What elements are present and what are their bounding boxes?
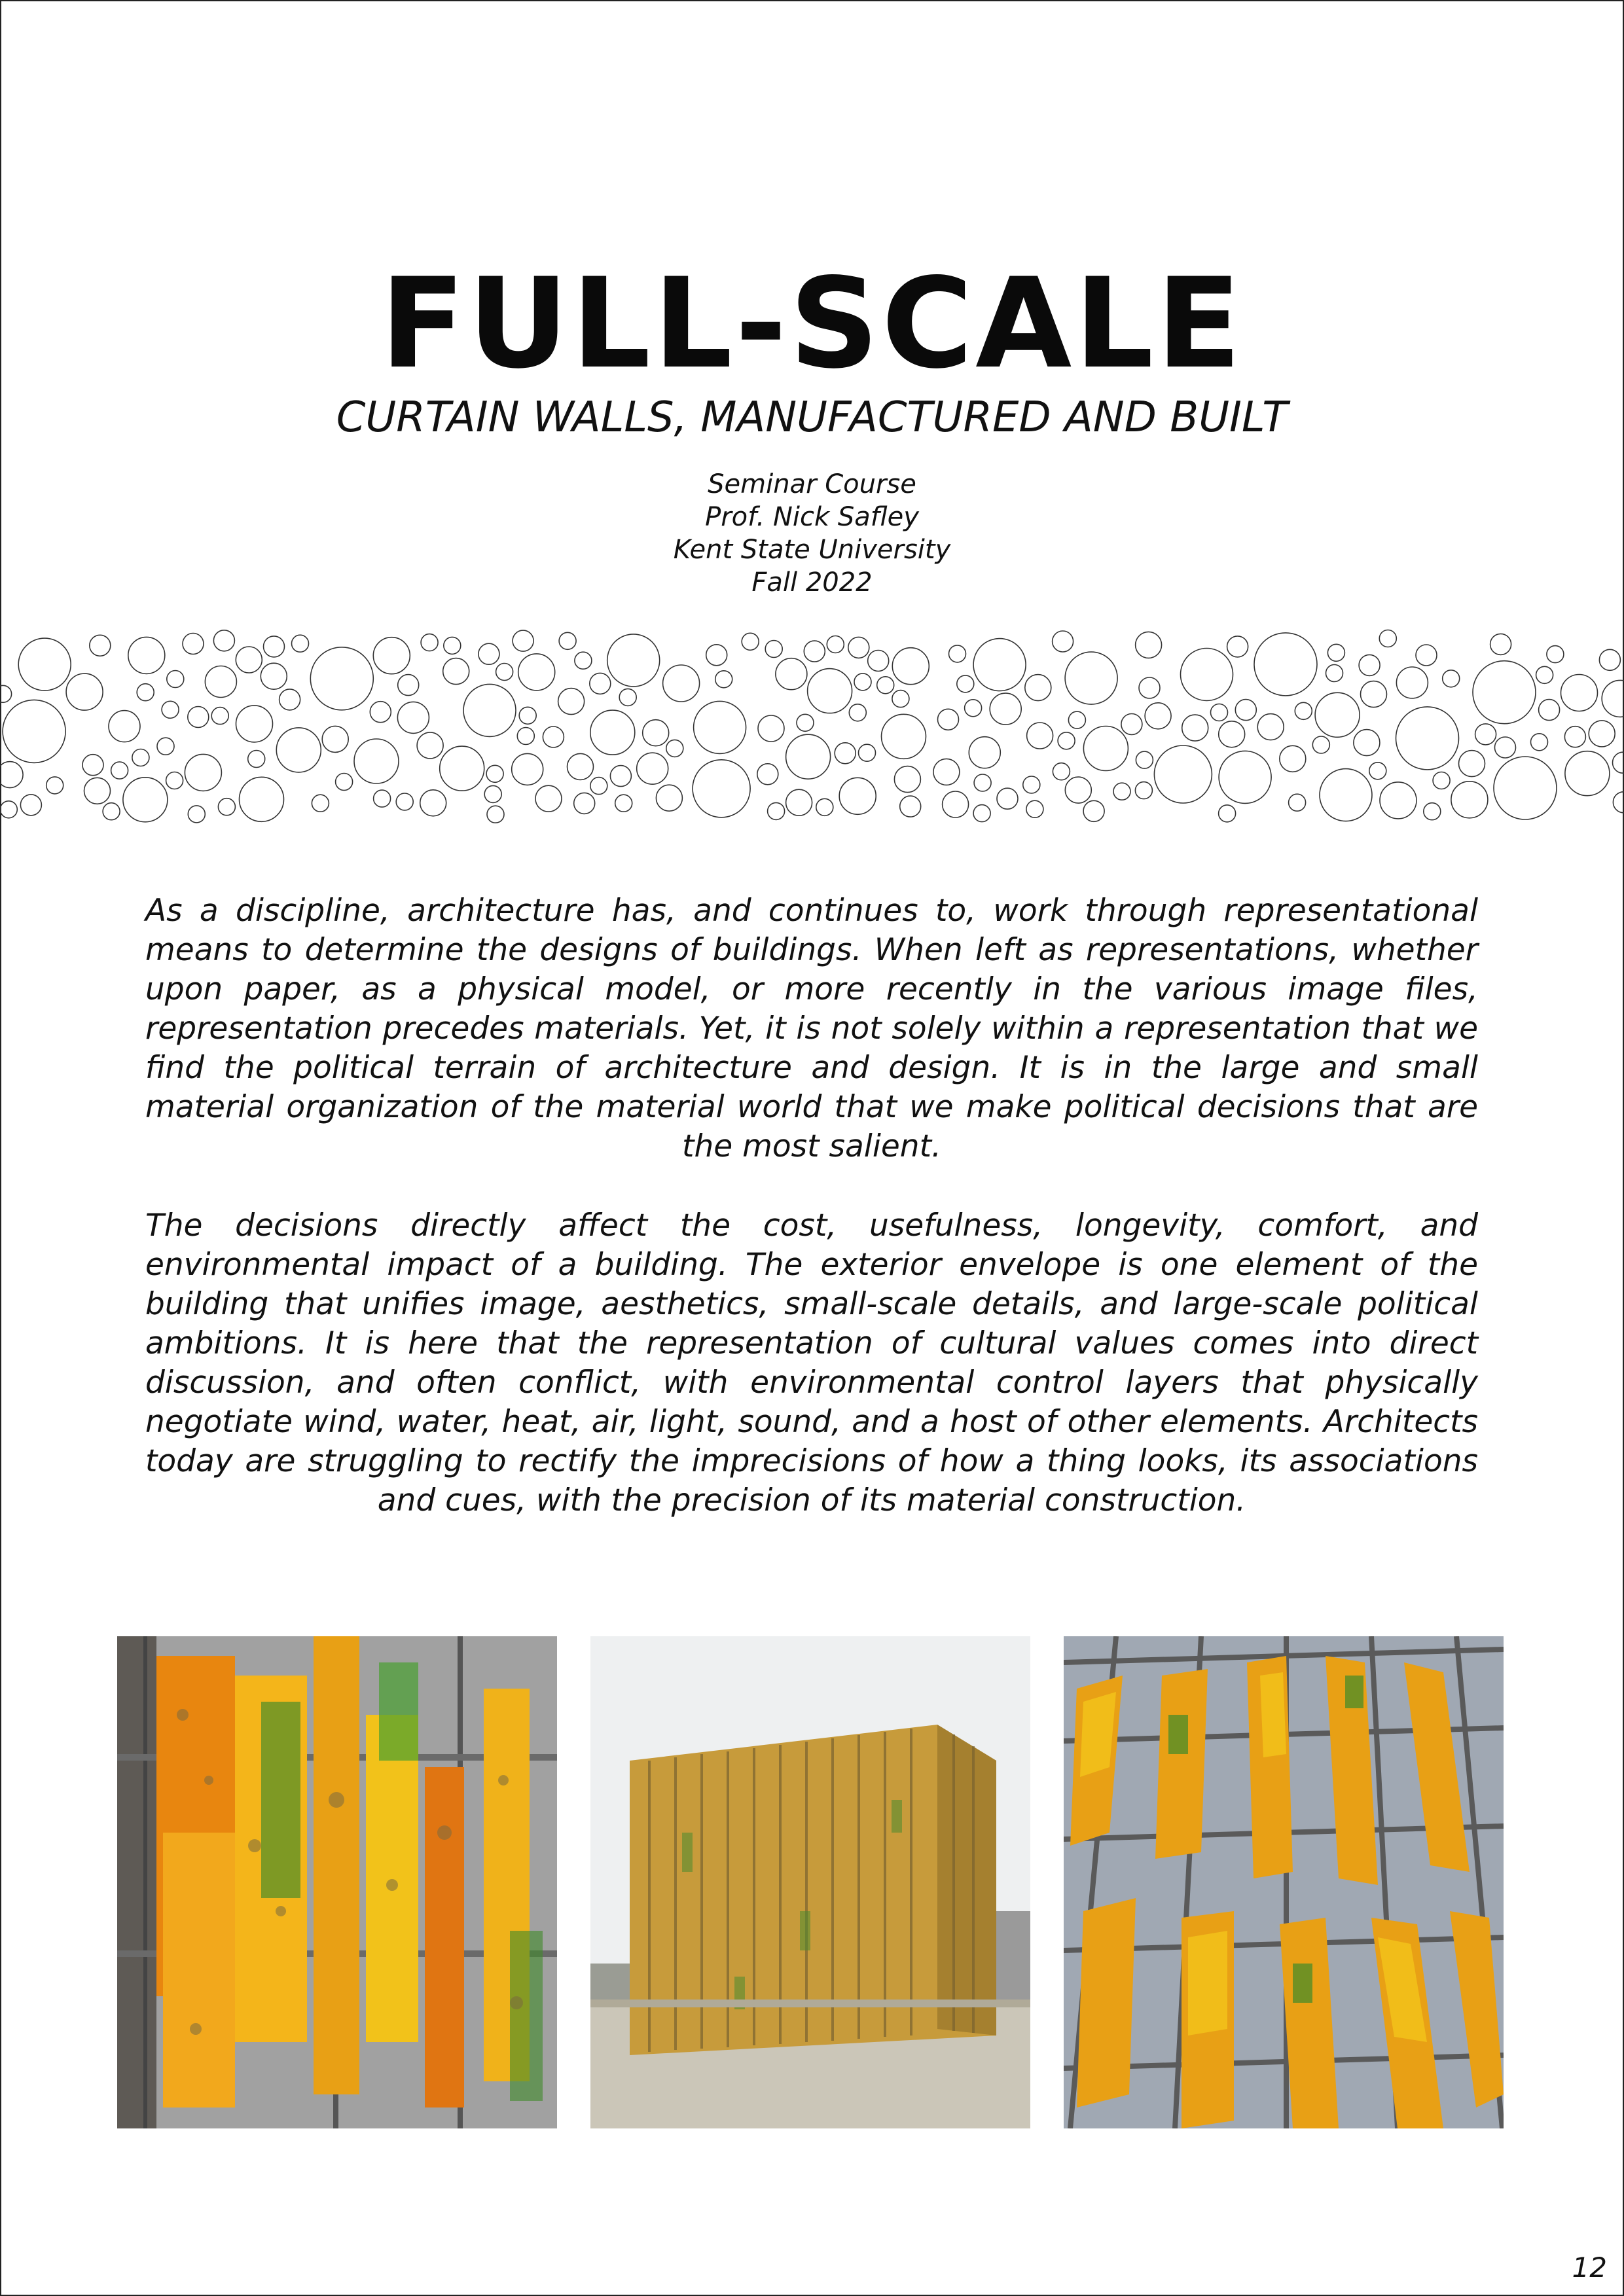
pattern-circle — [943, 791, 969, 817]
pattern-circle — [849, 704, 866, 721]
pattern-circle — [440, 746, 484, 791]
pattern-circle — [84, 778, 111, 804]
pattern-circle — [1589, 721, 1615, 747]
pattern-circle — [20, 795, 41, 816]
pattern-circle — [558, 689, 585, 715]
pattern-circle — [354, 739, 399, 783]
pattern-circle — [1113, 783, 1130, 800]
pattern-circle — [517, 728, 534, 745]
facade-closeup-photo — [117, 1636, 557, 2128]
pattern-circle — [1613, 792, 1624, 813]
pattern-circle — [1561, 675, 1598, 711]
pattern-circle — [421, 634, 438, 651]
pattern-circle — [776, 658, 807, 690]
pattern-circle — [1154, 745, 1212, 803]
pattern-circle — [18, 638, 71, 691]
pattern-circle — [3, 700, 65, 762]
pattern-circle — [1145, 703, 1171, 729]
pattern-circle — [877, 677, 894, 694]
pattern-circle — [0, 801, 17, 818]
pattern-circle — [1451, 781, 1488, 818]
pattern-circle — [1565, 751, 1610, 796]
pattern-circle — [166, 772, 183, 789]
pattern-circle — [1416, 645, 1437, 666]
course-info — [0, 468, 1624, 599]
pattern-circle — [276, 728, 321, 772]
pattern-circle — [310, 647, 373, 710]
pattern-circle — [1547, 646, 1564, 663]
pattern-circle — [167, 671, 184, 688]
pattern-circle — [706, 645, 727, 666]
pattern-circle — [188, 806, 205, 823]
pattern-circle — [1121, 714, 1142, 735]
pattern-circle — [933, 759, 960, 785]
pattern-circle — [1068, 711, 1085, 728]
pattern-circle — [128, 637, 165, 673]
pattern-circle — [90, 635, 111, 656]
pattern-circle — [1139, 677, 1160, 698]
pattern-circle — [1361, 681, 1387, 708]
pattern-circle — [757, 764, 778, 785]
pattern-circle — [1254, 633, 1317, 696]
pattern-circle — [420, 790, 446, 816]
pattern-circle — [1065, 777, 1091, 803]
pattern-circle — [643, 720, 669, 746]
pattern-circle — [607, 634, 660, 687]
pattern-circle — [1219, 721, 1245, 747]
pattern-circle — [997, 788, 1018, 809]
pattern-circle — [1295, 702, 1312, 719]
pattern-circle — [765, 641, 782, 658]
pattern-circle — [1359, 655, 1380, 675]
pattern-circle — [1023, 776, 1040, 793]
pattern-circle — [1257, 714, 1284, 740]
pattern-circle — [1536, 666, 1553, 683]
pattern-circle — [786, 789, 812, 816]
pattern-circle — [693, 760, 750, 817]
pattern-circle — [892, 691, 909, 708]
pattern-circle — [213, 630, 234, 651]
pattern-circle — [1369, 762, 1386, 780]
pattern-circle — [123, 778, 168, 822]
pattern-circle — [1424, 803, 1441, 820]
pattern-circle — [132, 749, 149, 766]
pattern-circle — [312, 795, 329, 812]
pattern-circle — [758, 715, 784, 742]
pattern-circle — [487, 806, 504, 823]
pattern-circle — [835, 743, 856, 764]
pattern-circle — [478, 643, 499, 664]
pattern-circle — [1495, 737, 1516, 758]
page-subtitle: CURTAIN WALLS, MANUFACTURED AND BUILT — [336, 393, 1288, 442]
pattern-circle — [666, 740, 683, 757]
pattern-circle — [137, 684, 154, 701]
pattern-circle — [1083, 800, 1104, 821]
pattern-circle — [1083, 726, 1128, 771]
pattern-circle — [513, 630, 533, 651]
pattern-circle — [969, 737, 1000, 768]
pattern-circle — [1531, 734, 1548, 751]
pattern-circle — [808, 669, 852, 713]
pattern-circle — [1026, 800, 1043, 817]
pattern-circle — [694, 701, 746, 753]
pattern-circle — [512, 753, 543, 785]
pattern-circle — [111, 762, 128, 779]
course-type: Seminar Course — [708, 469, 916, 499]
pattern-circle — [1219, 805, 1236, 822]
pattern-circle — [957, 675, 974, 692]
pattern-circle — [185, 754, 221, 791]
pattern-circle — [183, 634, 204, 655]
pattern-circle — [1613, 752, 1624, 773]
pattern-circle — [656, 785, 682, 811]
pattern-circle — [575, 652, 592, 669]
pattern-circle — [974, 774, 991, 791]
pattern-circle — [1312, 736, 1329, 753]
pattern-circle — [827, 636, 844, 653]
pattern-circle — [1135, 782, 1152, 799]
pattern-circle — [1136, 751, 1153, 768]
pattern-circle — [1136, 632, 1162, 658]
pattern-circle — [1326, 665, 1343, 682]
pattern-circle — [486, 765, 503, 782]
pattern-circle — [218, 798, 235, 816]
pattern-circle — [1473, 661, 1536, 724]
pattern-circle — [742, 633, 759, 650]
pattern-circle — [261, 663, 287, 689]
university-name: Kent State University — [673, 535, 951, 565]
pattern-circle — [610, 766, 631, 787]
pattern-circle — [619, 689, 636, 706]
pattern-circle — [804, 641, 825, 662]
pattern-circle — [518, 654, 555, 691]
pattern-circle — [894, 766, 920, 793]
pattern-circle — [398, 675, 419, 696]
pattern-circle — [1058, 732, 1075, 749]
pattern-circle — [1379, 630, 1396, 647]
pattern-circle — [1564, 726, 1585, 747]
pattern-circle — [615, 795, 632, 812]
pattern-circle — [1053, 631, 1074, 652]
circle-pattern-band — [0, 628, 1624, 825]
envelope-paragraph: The decisions directly affect the cost, usefulness, longevity, comfort, and environmental impact of a building. The exterior envelope is one element of the building that unifies image, aesthetics, small-scale details, and large-scale political ambitions. It is here that the representation of cultural values comes into direct discussion, and often conflict, with environmental control layers that physically negotiate wind, water, heat, air, light, sound, and a host of other elements. Architects today are struggling to rectify the imprecisions of how a thing looks, its associations and cues, with the precision of its material construction. — [145, 1208, 1478, 1518]
pattern-circle — [868, 651, 889, 672]
pattern-circle — [1490, 634, 1511, 655]
pattern-circle — [1181, 649, 1233, 701]
pattern-circle — [816, 798, 833, 816]
pattern-circle — [1443, 670, 1460, 687]
pattern-circle — [236, 706, 273, 742]
pattern-circle — [1433, 772, 1450, 789]
pattern-circle — [574, 793, 595, 814]
pattern-circle — [1280, 745, 1306, 772]
pattern-circle — [370, 702, 391, 723]
pattern-circle — [443, 658, 469, 685]
pattern-circle — [1475, 724, 1496, 745]
pattern-circle — [0, 685, 12, 702]
pattern-circle — [1494, 757, 1557, 819]
pattern-circle — [1315, 692, 1360, 737]
pattern-circle — [1182, 715, 1208, 741]
pattern-circle — [590, 710, 635, 755]
pattern-circle — [1227, 636, 1248, 657]
pattern-circle — [1459, 751, 1485, 777]
pattern-circle — [1602, 680, 1624, 717]
pattern-circle — [211, 708, 228, 725]
pattern-circle — [892, 648, 929, 685]
pattern-circle — [0, 762, 23, 788]
pattern-circle — [1396, 707, 1459, 770]
pattern-circle — [768, 802, 785, 819]
pattern-circle — [103, 803, 120, 820]
pattern-circle — [590, 778, 607, 795]
term: Fall 2022 — [751, 567, 873, 598]
pattern-circle — [973, 805, 990, 822]
facade-fins-photo — [1064, 1636, 1504, 2128]
pattern-circle — [938, 709, 959, 730]
pattern-circle — [240, 777, 284, 821]
pattern-circle — [786, 734, 831, 779]
page-title: FULL-SCALE — [380, 251, 1244, 396]
pattern-circle — [535, 785, 562, 812]
pattern-circle — [1053, 763, 1070, 780]
pattern-circle — [397, 702, 429, 733]
pattern-circle — [854, 673, 871, 691]
pattern-circle — [417, 732, 443, 759]
pattern-circle — [396, 793, 413, 810]
pattern-circle — [236, 647, 262, 673]
pattern-circle — [949, 645, 966, 662]
pattern-circle — [1320, 769, 1372, 821]
pattern-circle — [162, 701, 179, 718]
pattern-circle — [797, 714, 814, 731]
building-exterior-photo — [590, 1636, 1030, 2128]
pattern-circle — [882, 714, 926, 759]
pattern-circle — [839, 778, 876, 814]
pattern-circle — [1065, 652, 1117, 704]
pattern-circle — [322, 726, 348, 752]
pattern-circle — [109, 711, 140, 742]
pattern-circle — [248, 751, 265, 768]
pattern-circle — [373, 637, 410, 674]
pattern-circle — [559, 632, 576, 649]
pattern-circle — [1235, 700, 1256, 721]
pattern-circle — [280, 689, 300, 710]
pattern-circle — [82, 755, 103, 776]
pattern-circle — [374, 790, 391, 807]
pattern-circle — [292, 635, 309, 652]
pattern-circle — [1025, 675, 1051, 701]
pattern-circle — [205, 666, 236, 698]
pattern-circle — [157, 738, 174, 755]
pattern-circle — [568, 753, 594, 780]
pattern-circle — [188, 707, 209, 728]
pattern-circle — [1396, 667, 1428, 698]
pattern-circle — [264, 636, 285, 657]
pattern-circle — [1219, 751, 1271, 803]
pattern-circle — [965, 700, 982, 717]
pattern-circle — [859, 744, 876, 761]
pattern-circle — [1599, 649, 1620, 670]
pattern-circle — [1327, 644, 1344, 661]
pattern-circle — [715, 671, 732, 688]
pattern-circle — [848, 637, 869, 658]
pattern-circle — [66, 673, 103, 710]
pattern-circle — [590, 673, 611, 694]
pattern-circle — [1211, 704, 1228, 721]
pattern-circle — [637, 753, 668, 784]
professor-name: Prof. Nick Safley — [705, 502, 919, 532]
pattern-circle — [519, 707, 536, 724]
pattern-circle — [990, 693, 1021, 725]
pattern-circle — [1380, 782, 1416, 819]
pattern-circle — [1027, 723, 1053, 749]
pattern-circle — [543, 726, 564, 747]
pattern-circle — [46, 777, 63, 794]
pattern-circle — [900, 796, 921, 817]
pattern-circle — [663, 665, 700, 702]
page-number: 12 — [1572, 2251, 1607, 2284]
pattern-circle — [484, 785, 501, 802]
pattern-circle — [1539, 700, 1560, 721]
pattern-circle — [496, 664, 513, 681]
pattern-circle — [444, 637, 461, 654]
pattern-circle — [463, 684, 516, 736]
pattern-circle — [336, 774, 353, 791]
pattern-circle — [1289, 794, 1306, 811]
intro-paragraph: As a discipline, architecture has, and continues to, work through representational means to determine the designs of buildings. When left as representations, whether upon paper, as a physical model, or more recently in the various image files, representation precedes materials. Yet, it is not solely within a representation that we find the political terrain of architecture and design. It is in the large and small material organization of the material world that we make political decisions that are the most salient. — [145, 893, 1478, 1164]
pattern-circle — [1354, 730, 1380, 756]
pattern-circle — [973, 639, 1026, 691]
